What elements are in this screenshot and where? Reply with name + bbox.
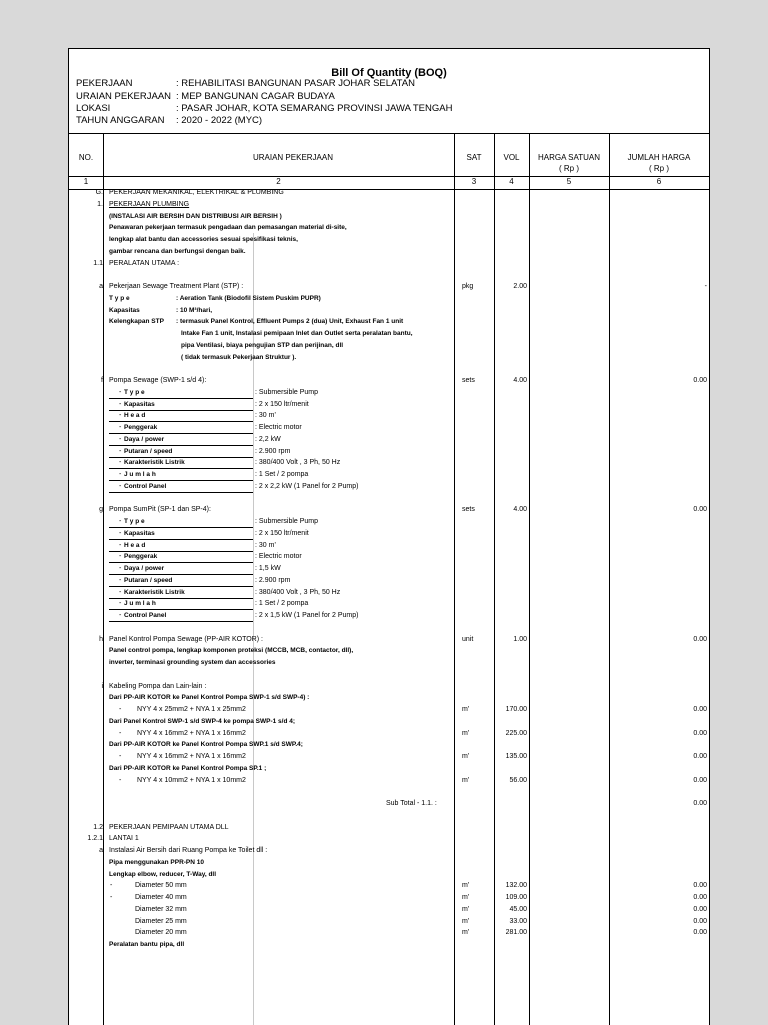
row-unit: sets bbox=[462, 506, 475, 514]
row-spec-value: : 380/400 Volt , 3 Ph, 50 Hz bbox=[255, 459, 341, 467]
row-unit: pkg bbox=[462, 283, 474, 290]
table-row bbox=[69, 833, 709, 845]
table-row bbox=[69, 340, 709, 352]
table-row bbox=[69, 563, 709, 575]
table-row bbox=[69, 305, 709, 317]
row-spec-value: : Submersible Pump bbox=[255, 518, 319, 525]
row-spec-label: Kapasitas bbox=[124, 400, 155, 408]
row-dash: - bbox=[119, 400, 122, 408]
row-dash: - bbox=[119, 565, 122, 572]
table-row bbox=[69, 634, 709, 646]
row-diameter: Diameter 25 mm bbox=[135, 917, 187, 925]
row-description: gambar rencana dan berfungsi dengan baik. bbox=[109, 247, 246, 255]
row-description: PEKERJAAN MEKANIKAL, ELEKTRIKAL & PLUMBING bbox=[109, 189, 284, 196]
table-row bbox=[69, 457, 709, 469]
table-row bbox=[69, 375, 709, 387]
row-cable: NYY 4 x 16mm2 + NYA 1 x 16mm2 bbox=[137, 729, 246, 737]
col-harga-satuan: HARGA SATUAN bbox=[537, 153, 601, 162]
row-dash: - bbox=[119, 729, 122, 737]
row-dash: - bbox=[119, 388, 122, 396]
table-row bbox=[69, 328, 709, 340]
row-dash: - bbox=[119, 553, 122, 561]
row-description: Pipa menggunakan PPR-PN 10 bbox=[109, 858, 204, 866]
table-row bbox=[69, 222, 709, 234]
table-row bbox=[69, 234, 709, 246]
table-row bbox=[69, 786, 709, 798]
table-row bbox=[69, 493, 709, 505]
table-row bbox=[69, 857, 709, 869]
row-total: 0.00 bbox=[693, 882, 707, 890]
table-row bbox=[69, 587, 709, 599]
row-spec-value: ( tidak termasuk Pekerjaan Struktur ). bbox=[181, 353, 297, 361]
table-row bbox=[69, 904, 709, 916]
row-dash: - bbox=[119, 471, 122, 478]
table-row bbox=[69, 434, 709, 446]
col-sat: SAT bbox=[466, 153, 482, 162]
row-number: a bbox=[99, 283, 103, 290]
row-unit: unit bbox=[462, 635, 474, 643]
row-dash: - bbox=[119, 518, 122, 525]
row-total: 0.00 bbox=[693, 917, 707, 925]
row-spec-value: : termasuk Panel Kontrol, Effluent Pumps 2 (dua) Unit, Exhaust Fan 1 unit bbox=[176, 318, 404, 326]
row-total: 0.00 bbox=[693, 729, 707, 737]
row-volume: 135.00 bbox=[505, 753, 527, 760]
row-spec-value: : 380/400 Volt , 3 Ph, 50 Hz bbox=[255, 588, 341, 596]
row-dash: - bbox=[119, 435, 122, 443]
row-spec-label: Penggerak bbox=[124, 553, 158, 561]
row-description: lengkap alat bantu dan accessories sesuai spesifikasi teknis, bbox=[109, 236, 298, 243]
row-description: PEKERJAAN PLUMBING bbox=[109, 200, 190, 208]
table-row bbox=[69, 598, 709, 610]
table-row bbox=[69, 387, 709, 399]
row-description: Lengkap elbow, reducer, T-Way, dll bbox=[109, 870, 217, 878]
col-vol: VOL bbox=[503, 153, 520, 162]
col-uraian: URAIAN PEKERJAAN bbox=[252, 153, 334, 162]
row-description: inverter, terminasi grounding system dan accessories bbox=[109, 659, 276, 666]
column-headers bbox=[69, 134, 709, 177]
row-total: 0.00 bbox=[693, 776, 707, 784]
col-num-6: 6 bbox=[656, 177, 662, 186]
header-row-pekerjaan: PEKERJAAN : REHABILITASI BANGUNAN PASAR JOHAR SELATAN bbox=[76, 78, 415, 89]
row-spec-label: Penggerak bbox=[124, 424, 158, 431]
row-dash: - bbox=[119, 576, 122, 584]
table-row bbox=[69, 669, 709, 681]
col-jumlah-harga-unit: ( Rp ) bbox=[649, 164, 669, 173]
table-row bbox=[69, 892, 709, 904]
table-row bbox=[69, 410, 709, 422]
table-row bbox=[69, 927, 709, 939]
row-dash: - bbox=[119, 529, 122, 537]
row-total: 0.00 bbox=[693, 753, 707, 760]
row-volume: 4.00 bbox=[513, 506, 527, 514]
row-description: T y p e bbox=[109, 294, 130, 302]
row-unit: m' bbox=[462, 729, 470, 737]
row-spec-value: : 2 x 150 ltr/menit bbox=[255, 529, 309, 537]
row-description: LANTAI 1 bbox=[109, 835, 139, 843]
row-description: Dari PP-AIR KOTOR ke Panel Kontrol Pompa SWP.1 s/d SWP.4; bbox=[109, 741, 303, 749]
row-volume: 33.00 bbox=[509, 917, 527, 925]
header-row-tahun: TAHUN ANGGARAN : 2020 - 2022 (MYC) bbox=[76, 115, 263, 126]
table-row bbox=[69, 692, 709, 704]
row-spec-value: : 2.900 rpm bbox=[255, 576, 291, 584]
row-volume: 132.00 bbox=[505, 882, 527, 890]
row-diameter: Diameter 20 mm bbox=[135, 929, 187, 937]
row-unit: m' bbox=[462, 905, 470, 913]
row-volume: 56.00 bbox=[509, 776, 527, 784]
row-description: Instalasi Air Bersih dari Ruang Pompa ke Toilet dll : bbox=[109, 847, 268, 854]
col-num-2: 2 bbox=[276, 177, 281, 186]
row-spec-value: pipa Ventilasi, biaya pengujian STP dan perijinan, dll bbox=[181, 341, 344, 349]
row-number: g bbox=[99, 506, 103, 514]
row-spec-value: : 2 x 150 ltr/menit bbox=[255, 400, 309, 408]
row-dash: - bbox=[119, 776, 122, 784]
row-total: 0.00 bbox=[693, 800, 707, 807]
row-spec-value: : 2 x 1,5 kW (1 Panel for 2 Pump) bbox=[255, 612, 359, 619]
table-row bbox=[69, 352, 709, 364]
row-spec-value: : 2.900 rpm bbox=[255, 447, 291, 455]
row-spec-label: T y p e bbox=[124, 388, 145, 396]
table-row bbox=[69, 399, 709, 411]
row-number: 1.1 bbox=[93, 259, 103, 267]
table-row bbox=[69, 316, 709, 328]
row-spec-value: : 1 Set / 2 pompa bbox=[255, 471, 309, 478]
col-harga-satuan-unit: ( Rp ) bbox=[559, 164, 579, 173]
col-num-5: 5 bbox=[566, 177, 572, 186]
row-spec-label: Karakteristik Listrik bbox=[124, 459, 185, 467]
row-spec-value: : Electric motor bbox=[255, 424, 302, 431]
row-spec-label: H e a d bbox=[124, 541, 146, 549]
row-unit: sets bbox=[462, 377, 475, 384]
row-spec-label: J u m l a h bbox=[124, 471, 156, 478]
table-row bbox=[69, 504, 709, 516]
row-dash: - bbox=[119, 612, 122, 619]
table-row bbox=[69, 199, 709, 211]
table-row bbox=[69, 869, 709, 881]
row-number: G. bbox=[95, 189, 103, 196]
table-row bbox=[69, 551, 709, 563]
row-spec-label: Putaran / speed bbox=[124, 576, 173, 584]
row-spec-label: T y p e bbox=[124, 518, 145, 525]
row-total: 0.00 bbox=[693, 635, 707, 643]
col-num-3: 3 bbox=[471, 177, 477, 186]
row-unit: m' bbox=[462, 882, 470, 890]
row-cable: NYY 4 x 25mm2 + NYA 1 x 25mm2 bbox=[137, 706, 246, 713]
row-description: PERALATAN UTAMA : bbox=[109, 259, 180, 267]
table-row bbox=[69, 657, 709, 669]
row-number: 1.2.1 bbox=[87, 835, 103, 843]
table-row bbox=[69, 728, 709, 740]
table-row bbox=[69, 446, 709, 458]
table-row bbox=[69, 645, 709, 657]
row-spec-value: : Electric motor bbox=[255, 553, 302, 561]
table-row bbox=[69, 739, 709, 751]
row-spec-label: Control Panel bbox=[124, 482, 167, 490]
row-cable: NYY 4 x 10mm2 + NYA 1 x 10mm2 bbox=[137, 776, 246, 784]
row-volume: 1.00 bbox=[513, 635, 527, 643]
row-diameter: Diameter 50 mm bbox=[135, 882, 187, 890]
row-unit: m' bbox=[462, 929, 470, 937]
table-row bbox=[69, 269, 709, 281]
row-spec-value: : 30 m' bbox=[255, 541, 276, 549]
row-spec-label: Daya / power bbox=[124, 435, 165, 443]
row-unit: m' bbox=[462, 706, 470, 713]
row-cable: NYY 4 x 16mm2 + NYA 1 x 16mm2 bbox=[137, 753, 246, 760]
row-description: Panel Kontrol Pompa Sewage (PP-AIR KOTOR) : bbox=[109, 635, 263, 643]
table-row bbox=[69, 610, 709, 622]
table-row bbox=[69, 246, 709, 258]
table-row bbox=[69, 798, 709, 810]
row-spec-value: : 30 m' bbox=[255, 412, 276, 420]
row-diameter: Diameter 40 mm bbox=[135, 894, 187, 901]
table-row bbox=[69, 716, 709, 728]
row-volume: 4.00 bbox=[513, 377, 527, 384]
row-spec-label: Kapasitas bbox=[124, 529, 155, 537]
row-dash: - bbox=[119, 541, 122, 549]
row-dash: - bbox=[119, 706, 122, 713]
col-num-4: 4 bbox=[509, 177, 514, 186]
row-description: Pekerjaan Sewage Treatment Plant (STP) : bbox=[109, 283, 244, 290]
table-row bbox=[69, 704, 709, 716]
boq-header bbox=[69, 49, 709, 134]
row-volume: 225.00 bbox=[505, 729, 527, 737]
row-dash: - bbox=[119, 588, 122, 596]
row-spec-label: J u m l a h bbox=[124, 600, 156, 608]
table-row bbox=[69, 810, 709, 822]
row-spec-value: : 2 x 2,2 kW (1 Panel for 2 Pump) bbox=[255, 482, 359, 490]
table-row bbox=[69, 211, 709, 223]
header-row-lokasi: LOKASI : PASAR JOHAR, KOTA SEMARANG PROVINSI JAWA TENGAH bbox=[76, 103, 453, 114]
row-description: Penawaran pekerjaan termasuk pengadaan dan pemasangan material di-site, bbox=[109, 224, 347, 232]
row-dash: - bbox=[110, 894, 113, 901]
table-row bbox=[69, 775, 709, 787]
header-row-uraian: URAIAN PEKERJAAN : MEP BANGUNAN CAGAR BUDAYA bbox=[76, 91, 335, 102]
row-dash: - bbox=[119, 459, 122, 467]
table-row bbox=[69, 939, 709, 951]
row-spec-label: Daya / power bbox=[124, 565, 165, 572]
row-dash: - bbox=[119, 447, 122, 455]
row-volume: 170.00 bbox=[505, 706, 527, 713]
table-row bbox=[69, 845, 709, 857]
table-row bbox=[69, 822, 709, 834]
row-description: Pompa SumPit (SP-1 dan SP-4): bbox=[109, 506, 211, 514]
row-spec-label: Karakteristik Listrik bbox=[124, 588, 185, 596]
table-row bbox=[69, 622, 709, 634]
row-dash: - bbox=[110, 882, 113, 890]
table-row bbox=[69, 880, 709, 892]
table-row bbox=[69, 681, 709, 693]
row-volume: 281.00 bbox=[505, 929, 527, 937]
table-row bbox=[69, 363, 709, 375]
table-row bbox=[69, 540, 709, 552]
col-jumlah-harga: JUMLAH HARGA bbox=[627, 153, 691, 162]
row-number: i bbox=[101, 682, 103, 690]
table-row bbox=[69, 293, 709, 305]
row-spec-value: : 1,5 kW bbox=[255, 565, 281, 572]
row-description: Dari Panel Kontrol SWP-1 s/d SWP-4 ke pompa SWP-1 s/d 4; bbox=[109, 717, 296, 725]
row-total: 0.00 bbox=[693, 706, 707, 713]
row-description: Pompa Sewage (SWP-1 s/d 4): bbox=[109, 377, 207, 384]
row-unit: m' bbox=[462, 753, 470, 760]
subtotal-label: Sub Total - 1.1. : bbox=[386, 800, 437, 807]
row-description: Peralatan bantu pipa, dll bbox=[109, 941, 185, 948]
row-description: Dari PP-AIR KOTOR ke Panel Kontrol Pompa SP.1 ; bbox=[109, 764, 267, 772]
page-title: Bill Of Quantity (BOQ) bbox=[331, 67, 447, 79]
row-number: a bbox=[99, 847, 103, 854]
col-num-1: 1 bbox=[83, 177, 89, 186]
row-spec-label: Putaran / speed bbox=[124, 447, 173, 455]
row-spec-value: : 1 Set / 2 pompa bbox=[255, 600, 309, 608]
table-row bbox=[69, 258, 709, 270]
row-number: f bbox=[101, 377, 103, 384]
row-unit: m' bbox=[462, 917, 470, 925]
row-spec-value: : Submersible Pump bbox=[255, 388, 319, 396]
row-dash: - bbox=[119, 600, 122, 608]
table-row bbox=[69, 763, 709, 775]
table-row bbox=[69, 281, 709, 293]
row-dash: - bbox=[119, 412, 122, 420]
row-description: (INSTALASI AIR BERSIH DAN DISTRIBUSI AIR BERSIH ) bbox=[109, 212, 282, 220]
row-unit: m' bbox=[462, 894, 470, 901]
row-spec-value: Intake Fan 1 unit, Instalasi pemipaan Inlet dan Outlet serta peralatan bantu, bbox=[181, 330, 413, 337]
row-total: - bbox=[704, 283, 707, 290]
row-total: 0.00 bbox=[693, 905, 707, 913]
table-row bbox=[69, 422, 709, 434]
row-description: PEKERJAAN PEMIPAAN UTAMA DLL bbox=[109, 823, 229, 831]
row-spec-label: H e a d bbox=[124, 412, 146, 420]
table-row bbox=[69, 481, 709, 493]
row-dash: - bbox=[119, 482, 122, 490]
row-dash: - bbox=[119, 424, 122, 431]
table-row bbox=[69, 187, 709, 199]
row-total: 0.00 bbox=[693, 377, 707, 384]
table-row bbox=[69, 751, 709, 763]
row-total: 0.00 bbox=[693, 894, 707, 901]
row-description: Panel control pompa, lengkap komponen proteksi (MCCB, MCB, contactor, dll), bbox=[109, 647, 354, 655]
row-description: Kabeling Pompa dan Lain-lain : bbox=[109, 682, 207, 690]
col-no: NO. bbox=[78, 153, 94, 162]
row-volume: 45.00 bbox=[509, 905, 527, 913]
row-description: Kapasitas bbox=[109, 306, 140, 314]
row-spec-value: : Aeration Tank (Biodofil Sistem Puskim PUPR) bbox=[176, 294, 321, 302]
row-description: Kelengkapan STP bbox=[109, 318, 164, 326]
row-unit: m' bbox=[462, 776, 470, 784]
row-total: 0.00 bbox=[693, 506, 707, 514]
row-spec-value: : 10 M³/hari, bbox=[176, 306, 213, 314]
table-row bbox=[69, 528, 709, 540]
row-description: Dari PP-AIR KOTOR ke Panel Kontrol Pompa SWP-1 s/d SWP-4) : bbox=[109, 694, 310, 702]
table-row bbox=[69, 575, 709, 587]
row-spec-label: Control Panel bbox=[124, 612, 167, 619]
boq-sheet bbox=[68, 48, 710, 1025]
row-total: 0.00 bbox=[693, 929, 707, 937]
table-row bbox=[69, 516, 709, 528]
row-volume: 109.00 bbox=[505, 894, 527, 901]
row-spec-value: : 2,2 kW bbox=[255, 435, 281, 443]
row-volume: 2.00 bbox=[513, 283, 527, 290]
row-number: h bbox=[99, 635, 103, 643]
row-dash: - bbox=[119, 753, 122, 760]
table-row bbox=[69, 916, 709, 928]
table-row bbox=[69, 469, 709, 481]
row-number: 1. bbox=[97, 200, 103, 208]
row-diameter: Diameter 32 mm bbox=[135, 905, 187, 913]
row-number: 1.2 bbox=[93, 823, 103, 831]
